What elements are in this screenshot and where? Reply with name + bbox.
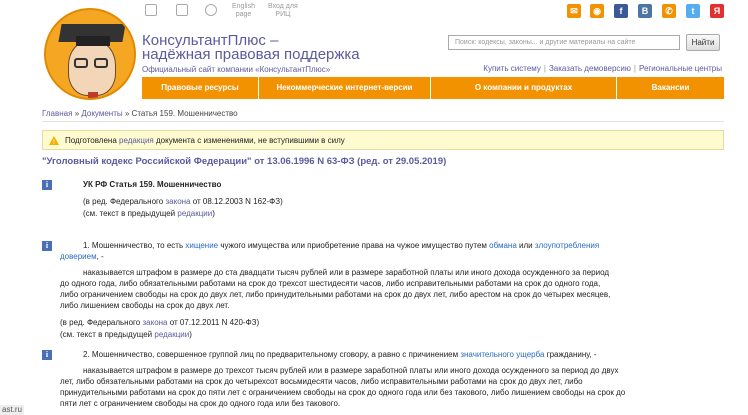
- breadcrumb-home[interactable]: Главная: [42, 109, 73, 118]
- regional-centers-link[interactable]: Региональные центры: [638, 64, 722, 73]
- p2-punishment-2: лет, либо обязательными работами на срок до четырехсот восьмидесяти часов, либо исправительными работами на срок до двух лет, либо: [60, 377, 583, 386]
- nav-legal-resources[interactable]: Правовые ресурсы: [142, 77, 259, 99]
- print-icon[interactable]: [176, 4, 188, 16]
- p2-text-a: 2. Мошенничество, совершенное группой лиц по предварительному сговору, а равно с причинением: [83, 350, 459, 359]
- ed2-edition-link[interactable]: редакции: [177, 209, 213, 218]
- english-page-link[interactable]: [232, 3, 255, 19]
- consultantplus-logo[interactable]: [44, 8, 136, 100]
- article-heading: [83, 180, 221, 190]
- twitter-icon[interactable]: t: [686, 4, 700, 18]
- brand-subtitle[interactable]: надёжная правовая поддержка: [142, 46, 360, 63]
- breadcrumb-current: Статья 159. Мошенничество: [131, 109, 238, 118]
- p1-theft-link[interactable]: хищение: [185, 241, 219, 250]
- divider: [42, 121, 724, 122]
- logo-face: [68, 40, 116, 96]
- ed3-law-link[interactable]: закона: [142, 318, 168, 327]
- mail-icon[interactable]: ✉: [567, 4, 581, 18]
- info-icon[interactable]: i: [42, 180, 52, 190]
- warning-text-pre: Подготовлена: [65, 136, 117, 145]
- nav-about-company[interactable]: О компании и продуктах: [431, 77, 617, 99]
- ed1-law-link[interactable]: закона: [165, 197, 191, 206]
- edition-warning: [42, 130, 724, 150]
- rss-icon[interactable]: ◉: [590, 4, 604, 18]
- document-title-name[interactable]: "Уголовный кодекс Российской Федерации": [42, 156, 252, 167]
- ed2-pre: (см. текст в предыдущей: [83, 209, 176, 218]
- edition-note-2: [83, 209, 215, 219]
- edition-note-1: [83, 197, 283, 207]
- svg-text:!: !: [53, 140, 55, 145]
- p1-punishment-3: либо ограничением свободы на срок до двух лет, либо принудительными работами на срок до двух лет, либо арестом на срок до четырех месяцев,: [60, 290, 611, 299]
- breadcrumb-sep: »: [124, 109, 130, 118]
- search-button[interactable]: Найти: [686, 34, 720, 51]
- nav-noncommercial-versions[interactable]: Некоммерческие интернет-версии: [259, 77, 431, 99]
- logo-tie: [88, 92, 98, 100]
- p2-text-b: гражданину, -: [546, 350, 597, 359]
- english-label: English: [232, 3, 255, 10]
- paragraph-1: [83, 241, 599, 251]
- ed1-pre: (в ред. Федерального: [83, 197, 164, 206]
- logo-glasses-left: [74, 58, 88, 68]
- p1-trust-link[interactable]: доверием: [60, 252, 97, 261]
- p1-text-d: , -: [96, 252, 104, 261]
- vkontakte-icon[interactable]: В: [638, 4, 652, 18]
- p2-significant-damage-link[interactable]: значительного ущерба: [460, 350, 545, 359]
- nav-vacancies[interactable]: Вакансии: [651, 83, 690, 92]
- ed1-post: от 08.12.2003 N 162-ФЗ): [192, 197, 283, 206]
- edition-note-3: [60, 318, 259, 328]
- rics-label: РИЦ: [275, 11, 291, 18]
- ed4-edition-link[interactable]: редакции: [154, 330, 190, 339]
- paragraph-1-cont: [60, 252, 104, 262]
- warning-text-post: документа с изменениями, не вступившими в силу: [155, 136, 345, 145]
- p1-text-c: или: [519, 241, 533, 250]
- ed3-pre: (в ред. Федерального: [60, 318, 141, 327]
- breadcrumb: [42, 109, 238, 118]
- p2-punishment-4: пяти лет с ограничением свободы на срок до одного года или без такового.: [60, 399, 341, 408]
- p1-text-a: 1. Мошенничество, то есть: [83, 241, 184, 250]
- search-input[interactable]: Поиск: кодексы, законы... и другие материалы на сайте: [448, 35, 680, 50]
- order-demo-link[interactable]: Заказать демоверсию: [548, 64, 631, 73]
- ed3-post: от 07.12.2011 N 420-ФЗ): [169, 318, 260, 327]
- p1-punishment-1: наказывается штрафом в размере до ста двадцати тысяч рублей или в размере заработной платы или иного дохода осужденного за период: [83, 268, 610, 277]
- document-title: [42, 156, 446, 167]
- sitemap-icon[interactable]: [145, 4, 157, 16]
- buy-system-link[interactable]: Купить систему: [483, 64, 541, 73]
- p2-punishment-1: наказывается штрафом в размере до трехсот тысяч рублей или в размере заработной платы или иного дохода осужденного за период до двух: [83, 366, 619, 375]
- main-nav: [142, 77, 724, 99]
- warning-edition-link[interactable]: редакция: [119, 136, 154, 145]
- warning-icon: [49, 136, 59, 145]
- page-label: page: [235, 11, 252, 18]
- header-links: Купить систему | Заказать демоверсию | Региональные центры: [483, 64, 722, 73]
- status-url: ast.ru: [2, 405, 23, 414]
- breadcrumb-documents[interactable]: Документы: [81, 109, 123, 118]
- favorites-icon[interactable]: [205, 4, 217, 16]
- yandex-icon[interactable]: Я: [710, 4, 724, 18]
- p1-deception-link[interactable]: обмана: [489, 241, 517, 250]
- p1-punishment-2: до одного года, либо обязательными работами на срок до трехсот шестидесяти часов, либо исправительными работами на срок до одного года,: [60, 279, 601, 288]
- rics-login-link[interactable]: [268, 3, 298, 19]
- p2-punishment-3: принудительными работами на срок до пяти лет с ограничением свободы на срок до одного года или без такового, либо лишением свободы на срок до: [60, 388, 626, 397]
- brand-title[interactable]: КонсультантПлюс –: [142, 32, 279, 49]
- ed4-pre: (см. текст в предыдущей: [60, 330, 153, 339]
- brand-tagline: Официальный сайт компании «КонсультантПлюс»: [142, 65, 331, 74]
- ed4-post: ): [189, 330, 192, 339]
- p1-punishment-4: либо лишением свободы на срок до двух лет.: [60, 301, 230, 310]
- breadcrumb-sep: »: [74, 109, 80, 118]
- ed2-post: ): [212, 209, 215, 218]
- article-heading-text: УК РФ Статья 159. Мошенничество: [83, 180, 222, 189]
- document-title-rest[interactable]: от 13.06.1996 N 63-ФЗ (ред. от 29.05.2019): [254, 156, 447, 167]
- odnoklassniki-icon[interactable]: ✆: [662, 4, 676, 18]
- login-label: Вход для: [268, 3, 298, 10]
- paragraph-2: [83, 350, 597, 360]
- logo-glasses-right: [94, 58, 108, 68]
- logo-cap-top: [76, 36, 110, 46]
- p1-text-b: чужого имущества или приобретение права на чужое имущество путем: [220, 241, 487, 250]
- edition-note-4: [60, 330, 192, 340]
- info-icon[interactable]: i: [42, 241, 52, 251]
- p1-abuse-link[interactable]: злоупотребления: [534, 241, 600, 250]
- info-icon[interactable]: i: [42, 350, 52, 360]
- facebook-icon[interactable]: f: [614, 4, 628, 18]
